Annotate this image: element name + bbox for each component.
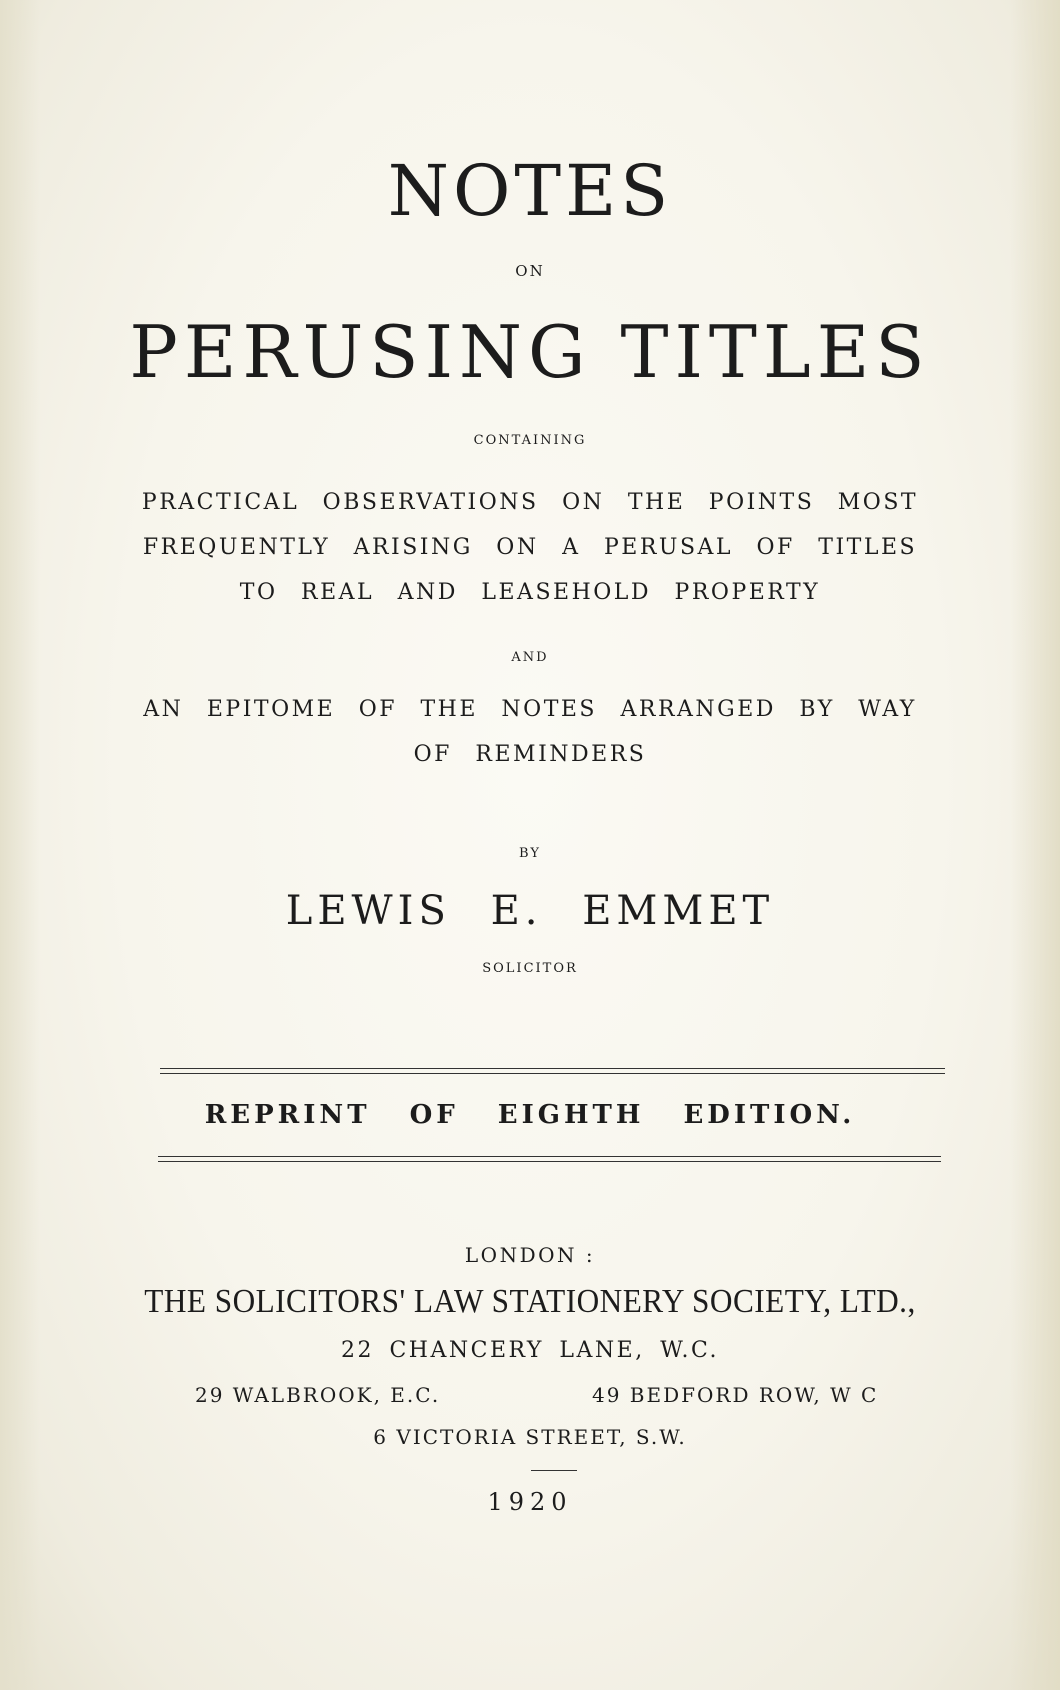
subtitle-line: FREQUENTLY ARISING ON A PERUSAL OF TITLES <box>142 535 918 560</box>
author-name: LEWIS E. EMMET <box>285 888 775 934</box>
subtitle-line: TO REAL AND LEASEHOLD PROPERTY <box>239 580 821 605</box>
edition-statement: REPRINT OF EIGHTH EDITION. <box>204 1100 856 1130</box>
epitome-line: OF REMINDERS <box>413 742 647 767</box>
imprint-city: LONDON : <box>464 1243 596 1267</box>
title-connector: ON <box>515 262 545 280</box>
double-rule-top <box>160 1068 945 1069</box>
epitome-line: AN EPITOME OF THE NOTES ARRANGED BY WAY <box>143 697 917 722</box>
imprint-year: 1920 <box>487 1488 573 1516</box>
subtitle-intro: CONTAINING <box>473 433 587 448</box>
imprint-publisher: THE SOLICITORS' LAW STATIONERY SOCIETY, LTD., <box>144 1283 916 1320</box>
double-rule-top <box>160 1073 945 1074</box>
imprint-address-bottom: 6 VICTORIA STREET, S.W. <box>373 1425 687 1449</box>
imprint-address-right: 49 BEDFORD ROW, W C <box>592 1383 879 1407</box>
subtitle-line: PRACTICAL OBSERVATIONS ON THE POINTS MOST <box>141 490 919 515</box>
author-by: BY <box>519 846 541 861</box>
title-notes: NOTES <box>387 150 673 232</box>
subtitle-conjunction: AND <box>511 650 549 665</box>
double-rule-bottom <box>158 1156 941 1157</box>
author-profession: SOLICITOR <box>482 961 578 976</box>
year-rule <box>531 1470 577 1471</box>
imprint-address-left: 29 WALBROOK, E.C. <box>195 1383 441 1407</box>
title-perusing-titles: PERUSING TITLES <box>129 310 931 394</box>
double-rule-bottom <box>158 1161 941 1162</box>
imprint-address-main: 22 CHANCERY LANE, W.C. <box>340 1338 720 1363</box>
